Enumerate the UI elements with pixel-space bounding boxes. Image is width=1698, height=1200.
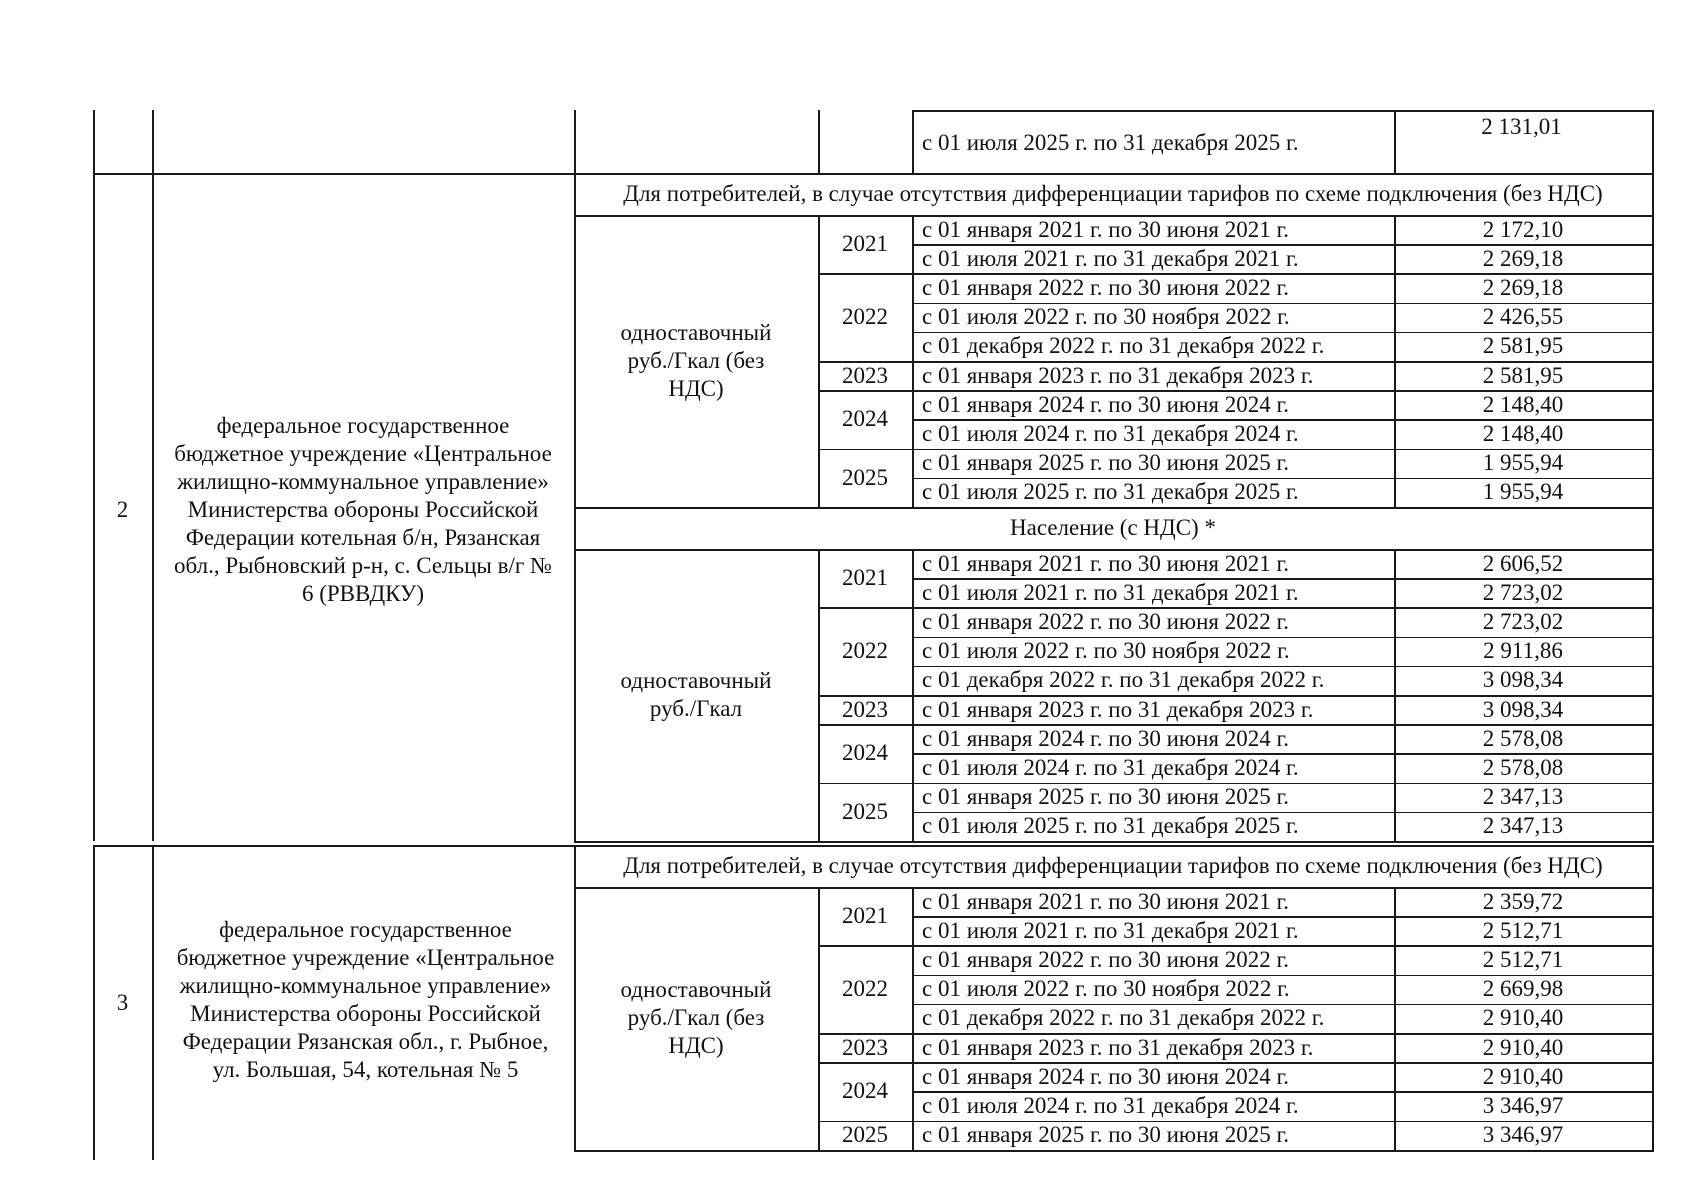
column-rule [93,110,95,174]
tariff-period: с 01 июля 2022 г. по 30 ноября 2022 г. [922,976,1290,1002]
tariff-year: 2025 [842,464,888,490]
row-rule [574,1150,1654,1152]
tariff-value: 2 723,02 [1482,608,1564,634]
tariff-type: одноставочный руб./Гкал (без НДС) [620,320,772,401]
tariff-period: с 01 января 2021 г. по 30 июня 2021 г. [922,550,1290,576]
column-rule [1652,110,1654,174]
tariff-value: 2 910,40 [1482,1005,1564,1031]
tariff-period: с 01 июля 2025 г. по 31 декабря 2025 г. [922,813,1299,839]
tariff-value: 2 910,40 [1482,1034,1564,1060]
tariff-value: 3 098,34 [1482,696,1564,722]
column-rule [93,173,95,841]
column-rule [912,887,914,1150]
tariff-year: 2023 [842,1034,888,1060]
tariff-value: 2 911,86 [1483,638,1563,664]
column-rule [1394,215,1396,507]
tariff-period: с 01 июля 2024 г. по 31 декабря 2024 г. [922,420,1299,446]
tariff-value: 2 269,18 [1482,274,1564,300]
tariff-value: 1 955,94 [1482,479,1564,505]
tariff-value: 2 148,40 [1482,391,1564,417]
tariff-period: с 01 января 2022 г. по 30 июня 2022 г. [922,274,1290,300]
column-rule [1652,173,1654,507]
tariff-type: одноставочный руб./Гкал [620,668,772,721]
row-number: 2 [116,497,129,522]
tariff-period: с 01 июля 2021 г. по 31 декабря 2021 г. [922,245,1299,271]
tariff-value: 2 347,13 [1482,784,1564,810]
column-rule [574,845,576,1150]
column-rule [574,507,576,841]
tariff-year: 2021 [842,231,888,257]
tariff-value: 2 581,95 [1482,333,1564,359]
tariff-period: с 01 июля 2025 г. по 31 декабря 2025 г. [922,479,1299,505]
continuation-value: 2 131,01 [1481,114,1562,139]
tariff-year: 2024 [842,1078,888,1104]
tariff-period: с 01 января 2023 г. по 31 декабря 2023 г. [922,362,1314,388]
tariff-value: 2 578,08 [1482,725,1564,751]
tariff-type: одноставочный руб./Гкал (без НДС) [620,977,772,1059]
column-rule [818,887,820,1150]
tariff-period: с 01 декабря 2022 г. по 31 декабря 2022 г. [922,667,1325,693]
tariff-value: 3 346,97 [1482,1092,1564,1118]
tariff-period: с 01 июля 2024 г. по 31 декабря 2024 г. [922,1092,1299,1118]
column-rule [912,110,914,174]
tariff-period: с 01 декабря 2022 г. по 31 декабря 2022 г. [922,1005,1325,1031]
row-rule [912,110,1654,112]
column-rule [574,173,576,507]
tariff-period: с 01 декабря 2022 г. по 31 декабря 2022 г. [922,333,1325,359]
tariff-year: 2023 [842,696,888,722]
column-rule [152,173,154,841]
tariff-value: 2 669,98 [1482,976,1564,1002]
column-rule [818,549,820,841]
tariff-value: 2 910,40 [1482,1063,1564,1089]
column-rule [574,110,576,174]
tariff-period: с 01 января 2025 г. по 30 июня 2025 г. [922,1122,1290,1148]
column-rule [818,215,820,507]
group-header: Население (с НДС) * [1010,515,1216,540]
column-rule [912,549,914,841]
tariff-period: с 01 января 2021 г. по 30 июня 2021 г. [922,888,1290,914]
tariff-period: с 01 января 2025 г. по 30 июня 2025 г. [922,450,1290,476]
tariff-year: 2023 [842,362,888,388]
tariff-value: 2 512,71 [1482,917,1564,943]
column-rule [93,845,95,1160]
tariff-value: 2 606,52 [1482,550,1564,576]
tariff-period: с 01 июля 2021 г. по 31 декабря 2021 г. [922,917,1299,943]
tariff-period: с 01 июля 2024 г. по 31 декабря 2024 г. [922,754,1299,780]
tariff-period: с 01 января 2024 г. по 30 июня 2024 г. [922,1063,1290,1089]
tariff-value: 2 359,72 [1482,888,1564,914]
tariff-year: 2022 [842,304,888,330]
tariff-period: с 01 июля 2021 г. по 31 декабря 2021 г. [922,579,1299,605]
tariff-year: 2025 [842,798,888,824]
tariff-period: с 01 июля 2022 г. по 30 ноября 2022 г. [922,304,1290,330]
column-rule [152,845,154,1160]
tariff-period: с 01 января 2023 г. по 31 декабря 2023 г. [922,696,1314,722]
column-rule [1652,507,1654,841]
tariff-value: 2 581,95 [1482,362,1564,388]
column-rule [1394,110,1396,174]
tariff-period: с 01 июля 2022 г. по 30 ноября 2022 г. [922,638,1290,664]
column-rule [1394,887,1396,1150]
tariff-value: 2 269,18 [1482,245,1564,271]
tariff-year: 2024 [842,740,888,766]
organization-name: федеральное государственное бюджетное учреждение «Центральное жилищно-коммунальное управление» Министерства обороны Российской Федерации котельная б/н, Рязанская обл., Рыбновский р-н, с. Сельцы в/г № 6 (РВВДКУ) [174,413,552,606]
tariff-value: 3 346,97 [1482,1122,1564,1148]
tariff-year: 2024 [842,406,888,432]
tariff-period: с 01 января 2024 г. по 30 июня 2024 г. [922,391,1290,417]
tariff-year: 2025 [842,1122,888,1148]
organization-name: федеральное государственное бюджетное учреждение «Центральное жилищно-коммунальное управление» Министерства обороны Российской Федерации Рязанская обл., г. Рыбное, ул. Большая, 54, котельная № 5 [176,917,555,1082]
tariff-period: с 01 января 2024 г. по 30 июня 2024 г. [922,725,1290,751]
tariff-year: 2021 [842,565,888,591]
group-header: Для потребителей, в случае отсутствия дифференциации тарифов по схеме подключения (без НДС) [623,181,1603,206]
tariff-period: с 01 января 2023 г. по 31 декабря 2023 г. [922,1034,1314,1060]
column-rule [152,110,154,174]
tariff-period: с 01 января 2025 г. по 30 июня 2025 г. [922,784,1290,810]
tariff-value: 3 098,34 [1482,667,1564,693]
tariff-year: 2021 [842,903,888,929]
tariff-value: 2 426,55 [1482,304,1564,330]
column-rule [818,110,820,174]
tariff-year: 2022 [842,638,888,664]
tariff-period: с 01 января 2021 г. по 30 июня 2021 г. [922,216,1290,242]
tariff-value: 2 148,40 [1482,420,1564,446]
tariff-value: 2 723,02 [1482,579,1564,605]
row-number: 3 [116,990,129,1015]
tariff-value: 1 955,94 [1482,450,1564,476]
tariff-period: с 01 января 2022 г. по 30 июня 2022 г. [922,946,1290,972]
tariff-value: 2 512,71 [1482,946,1564,972]
column-rule [912,215,914,507]
continuation-period: с 01 июля 2025 г. по 31 декабря 2025 г. [922,130,1299,155]
tariff-period: с 01 января 2022 г. по 30 июня 2022 г. [922,608,1290,634]
tariff-value: 2 172,10 [1482,216,1564,242]
row-rule [574,841,1654,843]
group-header: Для потребителей, в случае отсутствия дифференциации тарифов по схеме подключения (без НДС) [623,853,1603,878]
tariff-value: 2 347,13 [1482,813,1564,839]
tariff-year: 2022 [842,976,888,1002]
column-rule [1652,845,1654,1150]
column-rule [1394,549,1396,841]
tariff-value: 2 578,08 [1482,754,1564,780]
